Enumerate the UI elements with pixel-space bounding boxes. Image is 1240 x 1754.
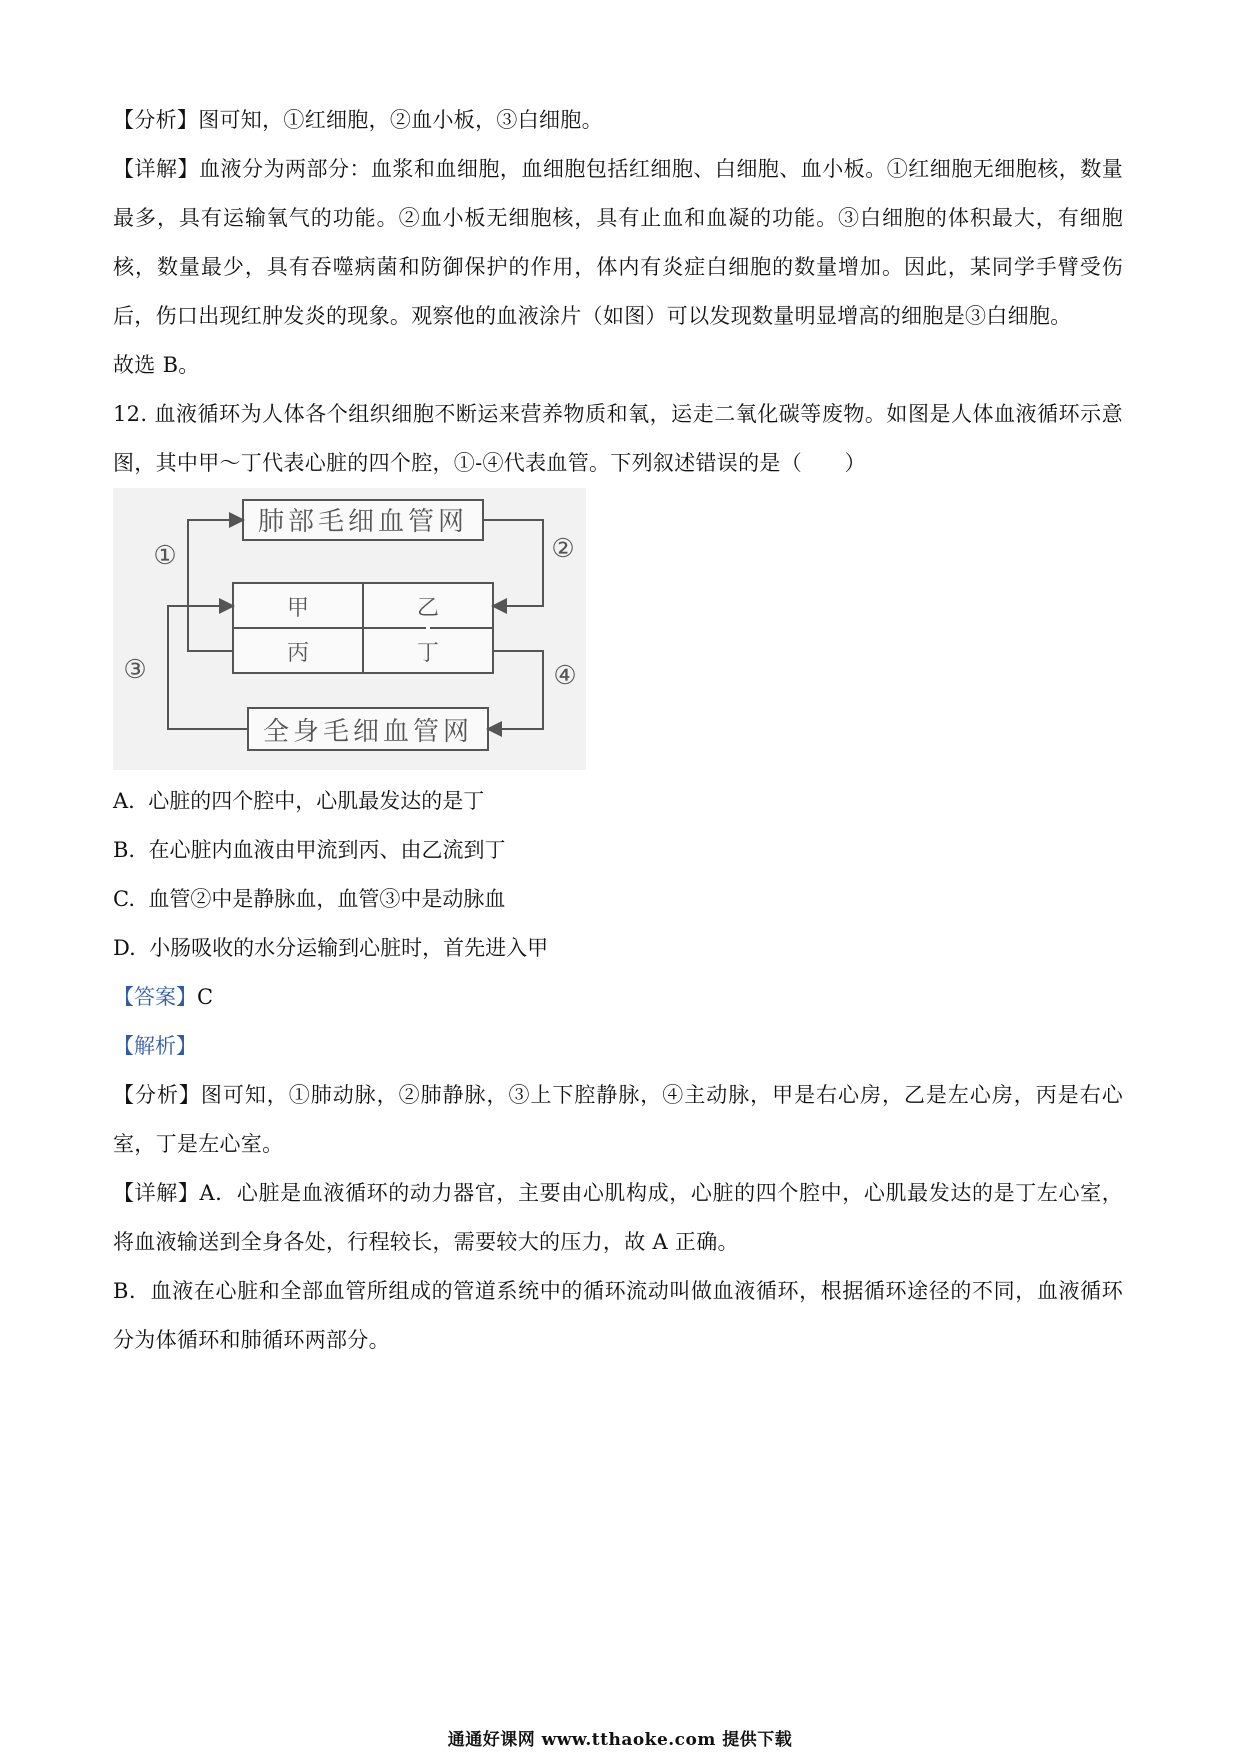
answer-line xyxy=(113,982,213,1012)
explanation-line xyxy=(113,1031,197,1061)
chamber-jia: 甲 xyxy=(286,596,310,621)
chamber-ding: 丁 xyxy=(416,641,440,666)
q12-detail-a xyxy=(113,1169,1123,1267)
chamber-yi: 乙 xyxy=(416,596,440,621)
vessel-4-line xyxy=(488,651,543,729)
analysis-tag: 【分析】 xyxy=(113,108,199,132)
vessel-3-label: ③ xyxy=(123,655,147,685)
option-d xyxy=(113,933,548,963)
q11-detail xyxy=(113,145,1123,341)
blood-circulation-diagram xyxy=(113,488,586,770)
option-b xyxy=(113,835,505,865)
option-text: 血管②中是静脉血，血管③中是动脉血 xyxy=(148,887,506,911)
answer-value: C xyxy=(197,985,214,1009)
chamber-bing: 丙 xyxy=(286,641,310,666)
vessel-1-label: ① xyxy=(153,541,177,571)
explanation-tag: 【解析】 xyxy=(113,1034,197,1058)
option-letter: B. xyxy=(113,838,136,862)
detail-tag: 【详解】 xyxy=(113,1181,200,1205)
q12-detail-b: B．血液在心脏和全部血管所组成的管道系统中的循环流动叫做血液循环，根据循环途径的不同，血液循环分为体循环和肺循环两部分。 xyxy=(113,1279,1123,1352)
option-letter: C. xyxy=(113,887,135,911)
answer-tag: 【答案】 xyxy=(113,985,197,1009)
detail-tag: 【详解】 xyxy=(113,157,199,181)
vessel-4-label: ④ xyxy=(553,661,577,691)
detail-text-a: A．心脏是血液循环的动力器官，主要由心肌构成，心脏的四个腔中，心肌最发达的是丁左心室，将血液输送到全身各处，行程较长，需要较大的压力，故 A 正确。 xyxy=(113,1181,1123,1254)
option-text: 在心脏内血液由甲流到丙、由乙流到丁 xyxy=(148,838,506,862)
q12-analysis xyxy=(113,1071,1123,1169)
analysis-text: 图可知，①红细胞，②血小板，③白细胞。 xyxy=(198,108,603,132)
q11-conclusion: 故选 B。 xyxy=(113,353,200,377)
page-footer: 通通好课网 www.tthaoke.com 提供下载 xyxy=(447,1730,793,1750)
detail-text: 血液分为两部分：血浆和血细胞，血细胞包括红细胞、白细胞、血小板。①红细胞无细胞核，数量最多，具有运输氧气的功能。②血小板无细胞核，具有止血和血凝的功能。③白细胞的体积最大，有细胞核，数量最少，具有吞噬病菌和防御保护的作用，体内有炎症白细胞的数量增加。因此，某同学手臂受伤后，伤口出现红肿发炎的现象。观察他的血液涂片（如图）可以发现数量明显增高的细胞是③白细胞。 xyxy=(113,157,1123,328)
option-text: 小肠吸收的水分运输到心脏时，首先进入甲 xyxy=(149,936,549,960)
lung-network-label: 肺部毛细血管网 xyxy=(257,507,469,537)
option-text: 心脏的四个腔中，心肌最发达的是丁 xyxy=(148,789,485,813)
analysis-text: 图可知，①肺动脉，②肺静脉，③上下腔静脉，④主动脉，甲是右心房，乙是左心房，丙是右心室，丁是左心室。 xyxy=(113,1083,1123,1156)
option-letter: A. xyxy=(113,789,135,813)
option-letter: D. xyxy=(113,936,136,960)
q11-analysis xyxy=(113,96,1123,145)
q12-question: 12. 血液循环为人体各个组织细胞不断运来营养物质和氧，运走二氧化碳等废物。如图是人体血液循环示意图，其中甲～丁代表心脏的四个腔，①-④代表血管。下列叙述错误的是（ ） xyxy=(113,402,1123,475)
option-a xyxy=(113,786,484,816)
analysis-tag: 【分析】 xyxy=(113,1083,201,1107)
vessel-2-label: ② xyxy=(551,534,575,564)
option-c xyxy=(113,884,505,914)
body-network-label: 全身毛细血管网 xyxy=(262,717,474,747)
